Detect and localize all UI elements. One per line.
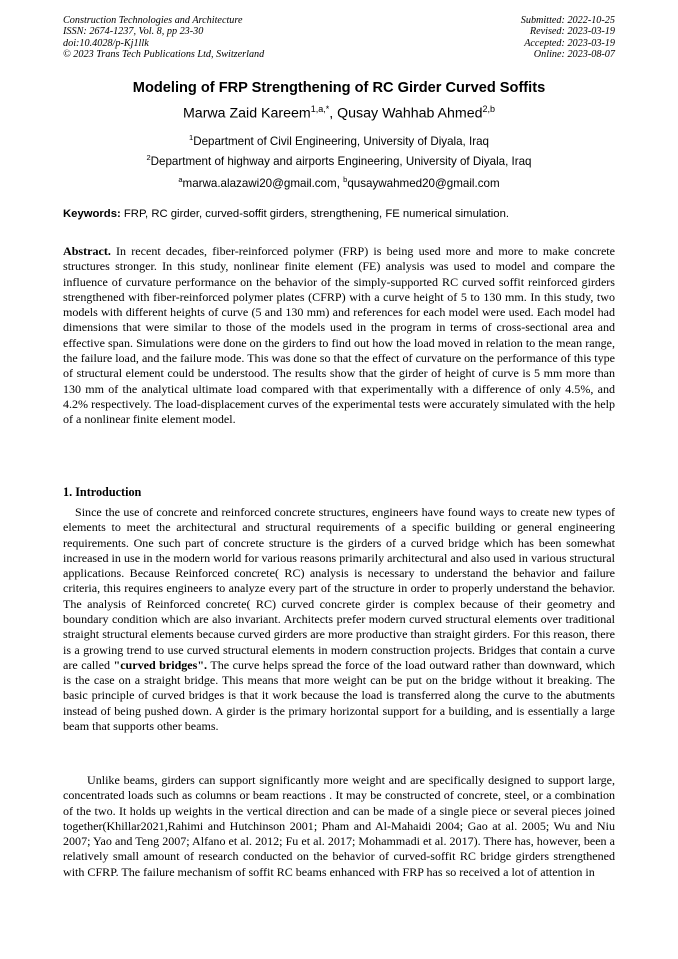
submitted-date: Submitted: 2022-10-25: [520, 15, 615, 26]
abstract-text: In recent decades, fiber-reinforced polymer (FRP) is being used more and more to make concrete structures stronger. In this study, nonlinear finite element (FE) analysis was used to model and compare the influence of curvature performance on the behavior of the simply-supported RC curved soffit reinforced girders strengthened with fiber-reinforced polymer plates (CFRP) with a curve height of 5 to 130 mm. In this study, two models with different heights of curve (5 and 130 mm) and references for each model were used. Each model had dimensions that were similar to those of the models used in the program in terms of cross-sectional area and effective span. Simulations were done on the girders to find out how the load moved in relation to the mean range, the failure load, and the failure mode. This was done so that the effect of curvature on the performance of this type of structural element could be understood. The results show that the girder of height of curve is 5 mm more than 130 mm of the analytical ultimate load compared with that experimentally with a difference of only 4.5%, and 4.2% respectively. The load-displacement curves of the experimental tests were accurately simulated with the help of a nonlinear finite element model.: [63, 244, 615, 427]
affiliation-1-mark: 1: [189, 133, 194, 142]
doi-line: doi:10.4028/p-Kj1llk: [63, 37, 149, 49]
email-line: [0, 175, 678, 190]
author-separator: ,: [329, 105, 338, 122]
affiliation-1-text: Department of Civil Engineering, University of Diyala, Iraq: [193, 134, 489, 148]
copyright-line: © 2023 Trans Tech Publications Ltd, Switzerland: [63, 48, 265, 60]
affiliation-1: [0, 133, 678, 148]
journal-name: Construction Technologies and Architecture: [63, 15, 243, 26]
email-1-mark: a: [178, 175, 183, 184]
intro-p1-text-a: Since the use of concrete and reinforced concrete structures, engineers have found ways to create new types of elements to meet the architectural and structural requirements of a specific building or general engineering requirements. One such part of concrete structure is the girders of a curved bridge which has been somewhat increased in use in the modern world for various reasons primarily architectural and also used in various structural applications. Because Reinforced concrete( RC) analysis is necessary to understand the behavior and failure criteria, this requires engineers to analyze every part of the structure in order to properly understand the behavior. The analysis of Reinforced concrete( RC) curved concrete girder is complex because of their geometry and boundary condition which are also invariant. Architects prefer modern curved structural elements over traditional straight structural elements because curved girders are more productive than straight girders. For this reason, there is a growing trend to use curved structural elements in modern construction projects. Bridges that contain a curve are called: [63, 505, 615, 672]
revised-date: Revised: 2023-03-19: [529, 26, 615, 38]
intro-p1-bold-quote: "curved bridges".: [113, 657, 208, 672]
introduction-paragraph-1: [63, 505, 615, 734]
accepted-date: Accepted: 2023-03-19: [524, 37, 615, 49]
affiliation-2-mark: 2: [146, 153, 151, 162]
email-1-text: marwa.alazawi20@gmail.com: [182, 176, 337, 190]
author-2-name: Qusay Wahhab Ahmed: [337, 105, 483, 122]
online-date: Online: 2023-08-07: [533, 48, 615, 60]
affiliation-2-text: Department of highway and airports Engineering, University of Diyala, Iraq: [150, 154, 532, 168]
affiliation-2: [0, 153, 678, 168]
introduction-paragraph-2: Unlike beams, girders can support significantly more weight and are specifically designed to support large, concentrated loads such as columns or beam reactions . It may be constructed of concrete, steel, or a combination of the two. It holds up weights in the vertical direction and can be made of a single piece or several pieces joined together(Khillar2021,Rahimi and Hutchinson 2001; Pham and Al-Mahaidi 2004; Gao at al. 2005; Wu and Niu 2007; Yao and Teng 2007; Alfano et al. 2012; Fu et al. 2017; Mohammadi et al. 2017). There has, however, been a relatively small amount of research conducted on the behavior of curved-soffit RC bridge girders strengthened with CFRP. The failure mechanism of soffit RC beams enhanced with FRP has so received a lot of attention in: [63, 773, 615, 879]
intro-p1-text-b: The curve helps spread the force of the load outward rather than downward, which is the case on a straight bridge. This means that more weight can be put on the bridge without it breaking. The basic principle of curved bridges is that it work because the load is transferred along the curve to the abutments instead of being pushed down. A girder is the primary horizontal support for a building, and is essentially a large beam that supports other beams.: [63, 657, 615, 733]
email-separator: ,: [336, 176, 344, 190]
keywords-text: FRP, RC girder, curved-soffit girders, strengthening, FE numerical simulation.: [123, 208, 509, 220]
abstract-label: Abstract.: [63, 244, 111, 258]
author-2-marks: 2,b: [482, 104, 496, 114]
journal-header-left: [63, 15, 264, 60]
abstract: [63, 244, 615, 427]
keywords-label: Keywords:: [63, 208, 121, 220]
email-2-text: qusaywahmed20@gmail.com: [347, 176, 500, 190]
author-line: [0, 104, 678, 122]
section-heading-introduction: 1. Introduction: [63, 485, 142, 499]
author-1-marks: 1,a,*: [310, 104, 330, 114]
issn-line: ISSN: 2674-1237, Vol. 8, pp 23-30: [63, 26, 204, 38]
author-1-name: Marwa Zaid Kareem: [182, 105, 311, 122]
journal-header-right: [521, 15, 615, 60]
keywords: [63, 208, 623, 220]
paper-title: Modeling of FRP Strengthening of RC Girder Curved Soffits: [132, 80, 546, 96]
email-2-mark: b: [343, 175, 348, 184]
